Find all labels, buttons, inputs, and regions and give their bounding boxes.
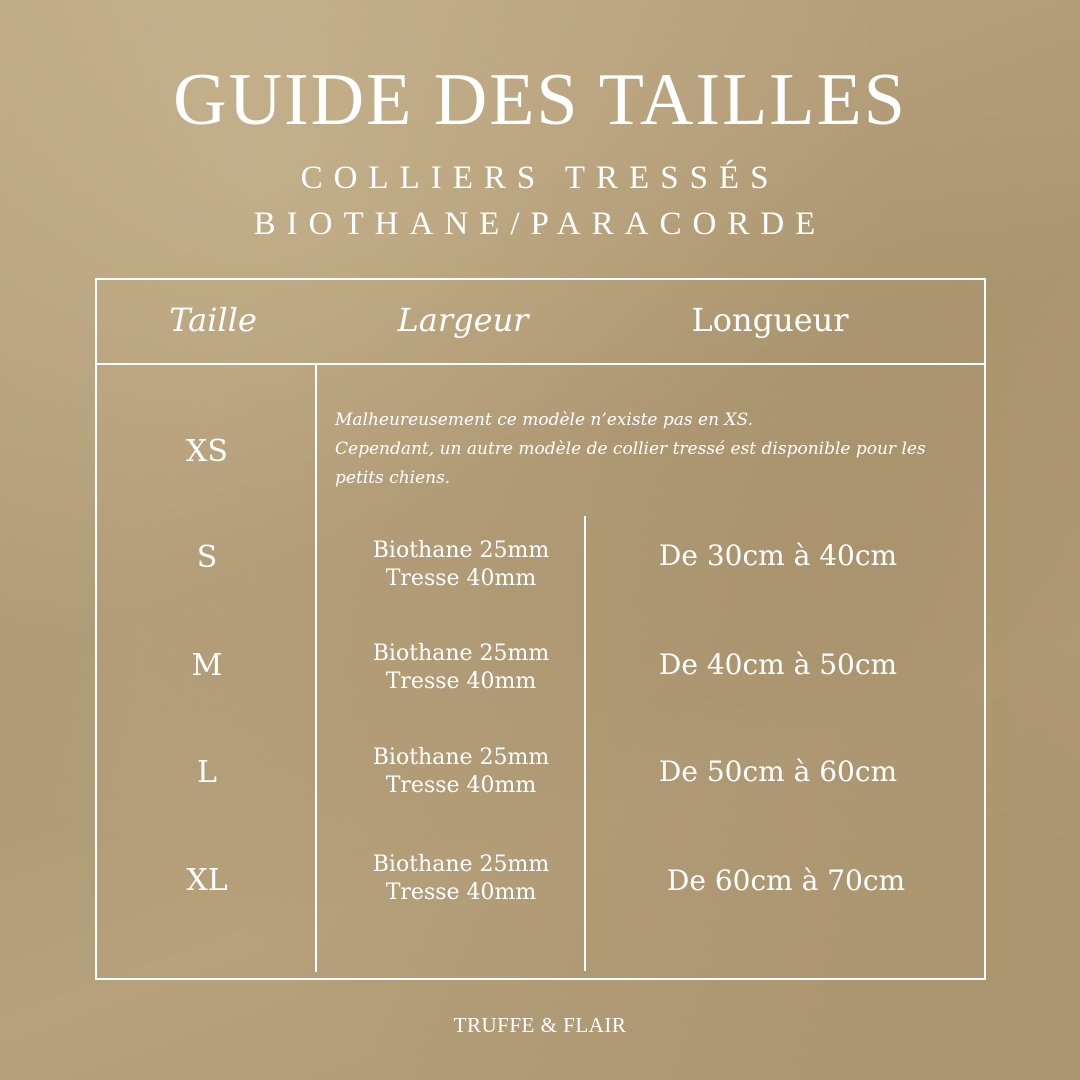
header-length: Longueur bbox=[691, 301, 849, 339]
width-l-line-2: Tresse 40mm bbox=[385, 773, 537, 798]
size-s: S bbox=[196, 540, 218, 575]
width-m-line-2: Tresse 40mm bbox=[385, 669, 537, 694]
width-s-line-2: Tresse 40mm bbox=[385, 566, 537, 591]
width-s-line-1: Biothane 25mm bbox=[372, 538, 550, 563]
header-width: Largeur bbox=[397, 301, 529, 339]
xs-availability-note bbox=[335, 406, 975, 493]
width-xl-line-2: Tresse 40mm bbox=[385, 880, 537, 905]
size-xs: XS bbox=[186, 434, 228, 469]
width-xl-line-1: Biothane 25mm bbox=[372, 852, 550, 877]
subtitle-line-1: COLLIERS TRESSÉS bbox=[300, 160, 780, 196]
length-s: De 30cm à 40cm bbox=[658, 539, 898, 572]
width-m-line-1: Biothane 25mm bbox=[372, 641, 550, 666]
width-xl bbox=[318, 851, 604, 907]
width-l-line-1: Biothane 25mm bbox=[372, 745, 550, 770]
width-l bbox=[318, 744, 604, 800]
length-m: De 40cm à 50cm bbox=[658, 648, 898, 681]
header-size: Taille bbox=[169, 301, 257, 339]
size-xl: XL bbox=[186, 863, 228, 898]
subtitle-line-2: BIOTHANE/PARACORDE bbox=[253, 206, 827, 242]
xs-note-line-2: Cependant, un autre modèle de collier tressé est disponible pour les petits chiens. bbox=[335, 439, 926, 488]
width-m bbox=[318, 640, 604, 696]
size-l: L bbox=[197, 755, 217, 790]
length-xl: De 60cm à 70cm bbox=[666, 864, 906, 897]
length-l: De 50cm à 60cm bbox=[658, 755, 898, 788]
xs-note-line-1: Malheureusement ce modèle n’existe pas en XS. bbox=[335, 410, 753, 430]
page-title: GUIDE DES TAILLES bbox=[173, 59, 907, 141]
header-divider bbox=[95, 363, 986, 365]
size-m: M bbox=[191, 648, 223, 683]
width-s bbox=[318, 537, 604, 593]
brand-logo-text: TRUFFE & FLAIR bbox=[453, 1013, 627, 1037]
